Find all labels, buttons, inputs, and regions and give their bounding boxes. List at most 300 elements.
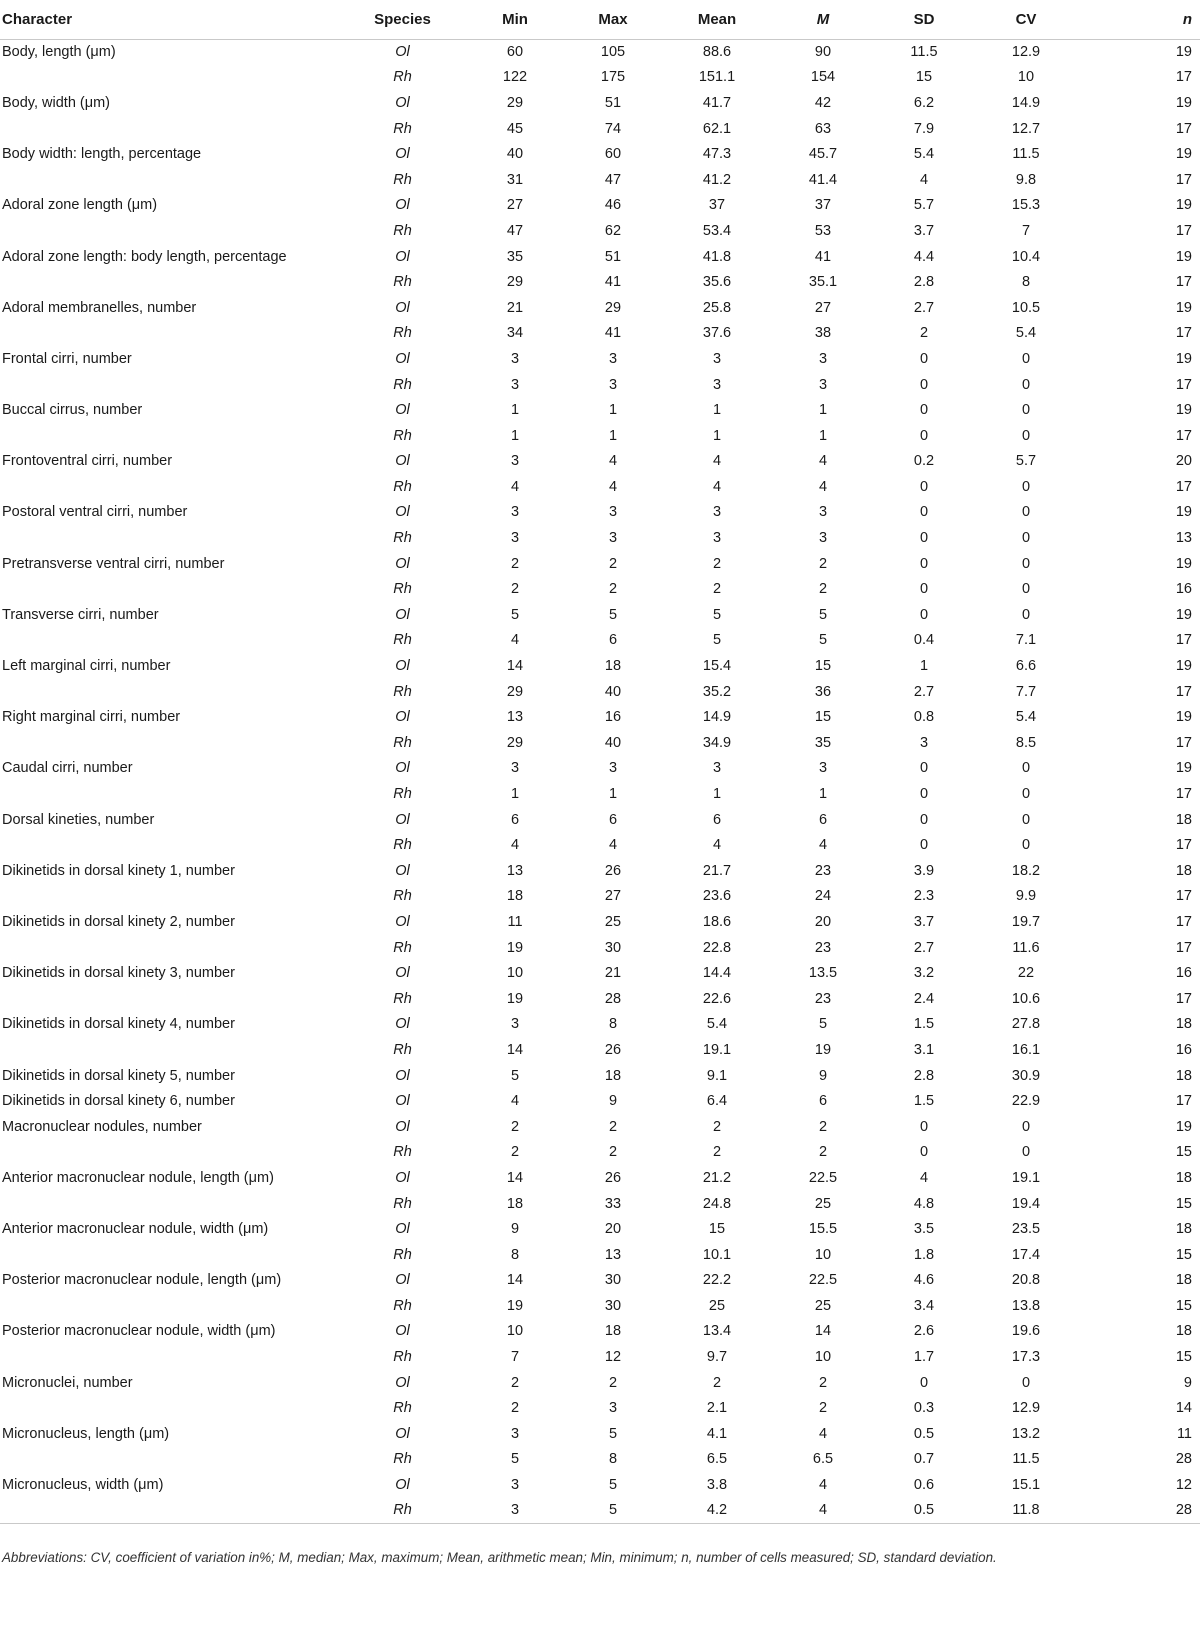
cell-sd: 1.5 <box>913 1016 935 1033</box>
cell-character <box>0 525 340 551</box>
cell-min: 1 <box>510 427 520 444</box>
cell-n: 20 <box>1175 453 1192 470</box>
cell-character: Dikinetids in dorsal kinety 1, number <box>2 862 235 879</box>
cell-species: Ol <box>395 965 410 982</box>
cell-median: 6.5 <box>812 1451 834 1468</box>
cell-median: 3 <box>818 760 828 777</box>
cell-species: Rh <box>393 1041 412 1058</box>
cell-median: 90 <box>814 44 832 61</box>
table-row <box>0 525 1200 551</box>
cell-min: 40 <box>506 146 524 163</box>
cell-n: 19 <box>1175 555 1192 572</box>
cell-species: Rh <box>393 478 412 495</box>
cell-n: 19 <box>1175 504 1192 521</box>
cell-species: Ol <box>395 299 410 316</box>
cell-n: 19 <box>1175 709 1192 726</box>
cell-mean: 2 <box>712 1144 722 1161</box>
cell-sd: 3.2 <box>913 965 935 982</box>
cell-sd: 3.4 <box>913 1297 935 1314</box>
cell-n: 19 <box>1175 1118 1192 1135</box>
cell-max: 9 <box>608 1093 618 1110</box>
cell-n: 13 <box>1175 530 1192 547</box>
cell-min: 2 <box>510 1374 520 1391</box>
cell-species: Ol <box>395 1118 410 1135</box>
cell-n: 15 <box>1175 1246 1192 1263</box>
cell-sd: 6.2 <box>913 94 935 111</box>
table-row <box>0 756 1200 782</box>
cell-max: 20 <box>604 1221 622 1238</box>
cell-mean: 24.8 <box>702 1195 732 1212</box>
cell-cv: 0 <box>1021 1118 1031 1135</box>
cell-species: Rh <box>393 120 412 137</box>
cell-character: Dikinetids in dorsal kinety 2, number <box>2 913 235 930</box>
cell-max: 4 <box>608 478 618 495</box>
cell-n: 16 <box>1175 1041 1192 1058</box>
cell-median: 53 <box>814 222 832 239</box>
cell-min: 2 <box>510 581 520 598</box>
cell-species: Rh <box>393 786 412 803</box>
cell-character <box>0 986 340 1012</box>
table-row <box>0 1191 1200 1217</box>
table-row <box>0 65 1200 91</box>
cell-max: 3 <box>608 504 618 521</box>
cell-min: 122 <box>502 69 528 86</box>
cell-mean: 5 <box>712 606 722 623</box>
cell-character <box>0 1447 340 1473</box>
cell-n: 17 <box>1175 683 1192 700</box>
cell-character: Macronuclear nodules, number <box>2 1118 202 1135</box>
cell-sd: 1 <box>919 658 929 675</box>
cell-max: 62 <box>604 222 622 239</box>
cell-mean: 19.1 <box>702 1041 732 1058</box>
cell-character: Buccal cirrus, number <box>2 402 143 419</box>
cell-median: 20 <box>814 913 832 930</box>
cell-species: Rh <box>340 1498 465 1524</box>
cell-cv: 8 <box>1021 274 1031 291</box>
cell-species: Rh <box>393 888 412 905</box>
cell-mean: 22.8 <box>702 939 732 956</box>
cell-min: 3 <box>510 453 520 470</box>
cell-cv: 9.9 <box>1015 888 1037 905</box>
cell-max: 27 <box>604 888 622 905</box>
cell-character: Dikinetids in dorsal kinety 3, number <box>2 965 235 982</box>
cell-median: 10 <box>814 1349 832 1366</box>
cell-mean: 62.1 <box>702 120 732 137</box>
cell-character <box>0 935 340 961</box>
cell-sd: 15 <box>915 69 933 86</box>
cell-cv: 20.8 <box>1011 1272 1041 1289</box>
cell-mean: 2 <box>712 1118 722 1135</box>
cell-species: Rh <box>393 1451 412 1468</box>
table-row <box>0 1395 1200 1421</box>
cell-min: 3 <box>510 1477 520 1494</box>
table-row <box>0 960 1200 986</box>
cell-sd: 0.8 <box>913 709 935 726</box>
cell-cv: 9.8 <box>1015 171 1037 188</box>
cell-n: 17 <box>1175 632 1192 649</box>
table-row <box>0 1114 1200 1140</box>
cell-species: Rh <box>393 171 412 188</box>
cell-max: 2 <box>608 581 618 598</box>
cell-median: 2 <box>818 1118 828 1135</box>
cell-sd: 1.5 <box>913 1093 935 1110</box>
cell-max: 12 <box>604 1349 622 1366</box>
cell-mean: 88.6 <box>702 44 732 61</box>
cell-sd: 1.8 <box>913 1246 935 1263</box>
cell-min: 3 <box>510 530 520 547</box>
cell-max: 6 <box>608 632 618 649</box>
cell-sd: 0 <box>919 1118 929 1135</box>
cell-median: 23 <box>814 990 832 1007</box>
cell-sd: 4 <box>919 171 929 188</box>
cell-max: 2 <box>608 1144 618 1161</box>
cell-n: 17 <box>1175 734 1192 751</box>
cell-min: 29 <box>506 274 524 291</box>
cell-character: Body, length (μm) <box>2 44 116 61</box>
cell-median: 42 <box>814 94 832 111</box>
cell-median: 10 <box>814 1246 832 1263</box>
cell-mean: 1 <box>712 786 722 803</box>
cell-n: 17 <box>1175 1093 1192 1110</box>
cell-median: 3 <box>818 350 828 367</box>
table-row <box>0 193 1200 219</box>
table-row <box>0 167 1200 193</box>
cell-max: 13 <box>604 1246 622 1263</box>
cell-n: 17 <box>1175 427 1192 444</box>
cell-sd: 2.8 <box>913 1067 935 1084</box>
cell-sd: 4.4 <box>913 248 935 265</box>
cell-mean: 53.4 <box>702 222 732 239</box>
cell-character: Micronuclei, number <box>2 1374 133 1391</box>
cell-min: 45 <box>506 120 524 137</box>
cell-cv: 7 <box>1021 222 1031 239</box>
cell-character: Dikinetids in dorsal kinety 4, number <box>2 1016 235 1033</box>
cell-mean: 41.2 <box>702 171 732 188</box>
cell-species: Rh <box>393 1144 412 1161</box>
cell-median: 63 <box>814 120 832 137</box>
cell-cv: 30.9 <box>1011 1067 1041 1084</box>
cell-sd: 0 <box>919 760 929 777</box>
cell-max: 1 <box>608 427 618 444</box>
table-row <box>0 551 1200 577</box>
cell-sd: 11.5 <box>910 44 938 61</box>
cell-character: Right marginal cirri, number <box>2 709 181 726</box>
cell-mean: 151.1 <box>698 69 736 86</box>
cell-cv: 0 <box>1021 811 1031 828</box>
cell-cv: 11.8 <box>975 1498 1077 1524</box>
cell-species: Rh <box>393 69 412 86</box>
cell-min: 14 <box>506 1041 524 1058</box>
cell-median: 24 <box>814 888 832 905</box>
cell-max: 5 <box>608 606 618 623</box>
cell-median: 15 <box>814 658 832 675</box>
cell-min: 1 <box>510 402 520 419</box>
cell-n: 9 <box>1183 1374 1192 1391</box>
table-row <box>0 653 1200 679</box>
cell-mean: 3 <box>712 350 722 367</box>
cell-max: 6 <box>608 811 618 828</box>
cell-n: 18 <box>1175 811 1192 828</box>
cell-max: 16 <box>604 709 622 726</box>
cell-max: 40 <box>604 734 622 751</box>
cell-sd: 3.7 <box>913 913 935 930</box>
cell-cv: 17.3 <box>1011 1349 1041 1366</box>
cell-max: 5 <box>608 1425 618 1442</box>
header-character: Character <box>0 0 340 39</box>
cell-mean: 1 <box>712 427 722 444</box>
cell-min: 9 <box>510 1221 520 1238</box>
table-row <box>0 346 1200 372</box>
cell-max: 25 <box>604 913 622 930</box>
cell-min: 2 <box>510 1400 520 1417</box>
cell-min: 35 <box>506 248 524 265</box>
table-row <box>0 218 1200 244</box>
cell-character <box>0 116 340 142</box>
cell-median: 41.4 <box>808 171 838 188</box>
cell-mean: 22.6 <box>702 990 732 1007</box>
cell-n: 28 <box>1077 1498 1200 1524</box>
table-row <box>0 1293 1200 1319</box>
cell-max: 3 <box>608 1400 618 1417</box>
cell-character <box>0 1293 340 1319</box>
cell-median: 1 <box>818 427 828 444</box>
cell-species: Ol <box>395 1221 410 1238</box>
cell-character: Left marginal cirri, number <box>2 658 171 675</box>
cell-median: 36 <box>814 683 832 700</box>
cell-sd: 0.5 <box>873 1498 975 1524</box>
cell-mean: 41.8 <box>702 248 732 265</box>
cell-min: 4 <box>510 837 520 854</box>
cell-max: 3 <box>608 760 618 777</box>
cell-max: 30 <box>604 939 622 956</box>
cell-median: 3 <box>818 376 828 393</box>
cell-max: 18 <box>604 1067 622 1084</box>
header-species: Species <box>340 0 465 39</box>
cell-sd: 4.6 <box>913 1272 935 1289</box>
cell-median: 6 <box>818 811 828 828</box>
cell-min: 4 <box>510 1093 520 1110</box>
cell-max: 46 <box>604 197 622 214</box>
cell-mean: 9.1 <box>706 1067 728 1084</box>
table-footnote: Abbreviations: CV, coefficient of variation in%; M, median; Max, maximum; Mean, arithmetic mean; Min, minimum; n, number of cells measured; SD, standard deviation. <box>2 1550 997 1565</box>
cell-sd: 1.7 <box>913 1349 935 1366</box>
cell-sd: 0 <box>919 786 929 803</box>
cell-max: 29 <box>604 299 622 316</box>
header-max: Max <box>565 0 661 39</box>
cell-species: Ol <box>395 197 410 214</box>
cell-max: 2 <box>608 1118 618 1135</box>
cell-median: 3 <box>818 504 828 521</box>
cell-character <box>0 423 340 449</box>
cell-sd: 0 <box>919 606 929 623</box>
cell-sd: 0 <box>919 555 929 572</box>
cell-min: 3 <box>510 376 520 393</box>
cell-cv: 15.1 <box>1011 1477 1041 1494</box>
cell-species: Ol <box>395 1016 410 1033</box>
cell-character: Transverse cirri, number <box>2 606 159 623</box>
cell-n: 17 <box>1175 939 1192 956</box>
table-body <box>0 39 1200 1523</box>
cell-min: 7 <box>510 1349 520 1366</box>
cell-n: 28 <box>1175 1451 1192 1468</box>
table-row <box>0 295 1200 321</box>
cell-n: 19 <box>1175 760 1192 777</box>
cell-sd: 0 <box>919 581 929 598</box>
cell-median: 2 <box>818 1400 828 1417</box>
cell-cv: 7.1 <box>1015 632 1037 649</box>
cell-sd: 3.1 <box>913 1041 935 1058</box>
cell-character: Micronucleus, length (μm) <box>2 1425 170 1442</box>
cell-cv: 8.5 <box>1015 734 1037 751</box>
cell-cv: 13.8 <box>1011 1297 1041 1314</box>
cell-min: 29 <box>506 734 524 751</box>
cell-species: Rh <box>393 837 412 854</box>
cell-cv: 19.4 <box>1011 1195 1041 1212</box>
cell-character: Body width: length, percentage <box>2 146 202 163</box>
cell-mean: 5.4 <box>706 1016 728 1033</box>
cell-sd: 3.5 <box>913 1221 935 1238</box>
cell-mean: 35.6 <box>702 274 732 291</box>
cell-n: 17 <box>1175 120 1192 137</box>
cell-n: 17 <box>1175 171 1192 188</box>
cell-median: 9 <box>818 1067 828 1084</box>
cell-max: 2 <box>608 1374 618 1391</box>
cell-character: Dikinetids in dorsal kinety 6, number <box>2 1093 235 1110</box>
cell-mean: 37 <box>708 197 726 214</box>
cell-n: 18 <box>1175 1221 1192 1238</box>
cell-cv: 0 <box>1021 606 1031 623</box>
cell-mean: 14.9 <box>702 709 732 726</box>
cell-max: 175 <box>600 69 626 86</box>
cell-max: 8 <box>608 1016 618 1033</box>
cell-cv: 17.4 <box>1011 1246 1041 1263</box>
cell-n: 18 <box>1175 1272 1192 1289</box>
cell-n: 19 <box>1175 299 1192 316</box>
cell-median: 4 <box>818 837 828 854</box>
cell-sd: 0 <box>919 837 929 854</box>
cell-species: Rh <box>393 1195 412 1212</box>
cell-cv: 0 <box>1021 581 1031 598</box>
table-row <box>0 1319 1200 1345</box>
cell-n: 18 <box>1175 1067 1192 1084</box>
cell-character <box>0 628 340 654</box>
cell-species: Ol <box>395 862 410 879</box>
cell-species: Ol <box>395 1425 410 1442</box>
cell-median: 4 <box>818 1477 828 1494</box>
cell-n: 17 <box>1175 325 1192 342</box>
cell-min: 3 <box>510 504 520 521</box>
cell-max: 3 <box>608 530 618 547</box>
cell-cv: 0 <box>1021 504 1031 521</box>
cell-character: Micronucleus, width (μm) <box>2 1477 164 1494</box>
table-row <box>0 1344 1200 1370</box>
cell-character: Body, width (μm) <box>2 94 110 111</box>
cell-mean: 6 <box>712 811 722 828</box>
cell-character <box>0 1191 340 1217</box>
cell-sd: 3 <box>919 734 929 751</box>
header-sd: SD <box>873 0 975 39</box>
cell-cv: 0 <box>1021 350 1031 367</box>
cell-median: 25 <box>814 1195 832 1212</box>
table-row <box>0 423 1200 449</box>
cell-sd: 2.8 <box>913 274 935 291</box>
cell-cv: 7.7 <box>1015 683 1037 700</box>
cell-cv: 16.1 <box>1011 1041 1041 1058</box>
cell-cv: 0 <box>1021 478 1031 495</box>
cell-max: 2 <box>608 555 618 572</box>
cell-max: 21 <box>604 965 622 982</box>
cell-n: 19 <box>1175 94 1192 111</box>
cell-cv: 0 <box>1021 760 1031 777</box>
cell-species: Ol <box>395 811 410 828</box>
cell-median: 35.1 <box>808 274 838 291</box>
cell-min: 5 <box>510 606 520 623</box>
table-row <box>0 781 1200 807</box>
table-row <box>0 576 1200 602</box>
cell-character: Postoral ventral cirri, number <box>2 504 188 521</box>
cell-median: 2 <box>818 1374 828 1391</box>
cell-sd: 0 <box>919 811 929 828</box>
cell-n: 17 <box>1175 786 1192 803</box>
cell-mean: 22.2 <box>702 1272 732 1289</box>
cell-n: 17 <box>1175 69 1192 86</box>
cell-max: 8 <box>608 1451 618 1468</box>
cell-species: Ol <box>395 146 410 163</box>
cell-sd: 0.2 <box>913 453 935 470</box>
table-header <box>0 0 1200 39</box>
cell-species: Rh <box>393 1400 412 1417</box>
cell-cv: 22 <box>1017 965 1035 982</box>
cell-n: 19 <box>1175 350 1192 367</box>
cell-min: 3 <box>510 350 520 367</box>
cell-mean: 4 <box>712 478 722 495</box>
cell-max: 41 <box>604 274 622 291</box>
cell-species: Ol <box>395 709 410 726</box>
cell-species: Ol <box>395 658 410 675</box>
cell-mean: 34.9 <box>702 734 732 751</box>
cell-max: 5 <box>565 1498 661 1524</box>
cell-n: 17 <box>1175 990 1192 1007</box>
cell-sd: 2.6 <box>913 1323 935 1340</box>
cell-mean: 2 <box>712 581 722 598</box>
cell-min: 13 <box>506 862 524 879</box>
cell-mean: 2 <box>712 1374 722 1391</box>
cell-n: 16 <box>1175 581 1192 598</box>
cell-sd: 0.5 <box>913 1425 935 1442</box>
cell-min: 10 <box>506 1323 524 1340</box>
cell-median: 22.5 <box>808 1169 838 1186</box>
cell-species: Ol <box>395 94 410 111</box>
cell-sd: 0 <box>919 1374 929 1391</box>
table-row <box>0 141 1200 167</box>
cell-max: 41 <box>604 325 622 342</box>
cell-n: 19 <box>1175 146 1192 163</box>
cell-median: 154 <box>810 69 836 86</box>
cell-mean: 18.6 <box>702 913 732 930</box>
cell-species: Ol <box>395 760 410 777</box>
cell-cv: 14.9 <box>1011 94 1041 111</box>
table-row <box>0 884 1200 910</box>
cell-sd: 2.7 <box>913 683 935 700</box>
header-median: M <box>773 0 873 39</box>
cell-species: Rh <box>393 632 412 649</box>
cell-cv: 0 <box>1021 376 1031 393</box>
cell-min: 2 <box>510 1144 520 1161</box>
table-row <box>0 909 1200 935</box>
cell-species: Ol <box>395 248 410 265</box>
table-row <box>0 39 1200 65</box>
cell-median: 14 <box>814 1323 832 1340</box>
